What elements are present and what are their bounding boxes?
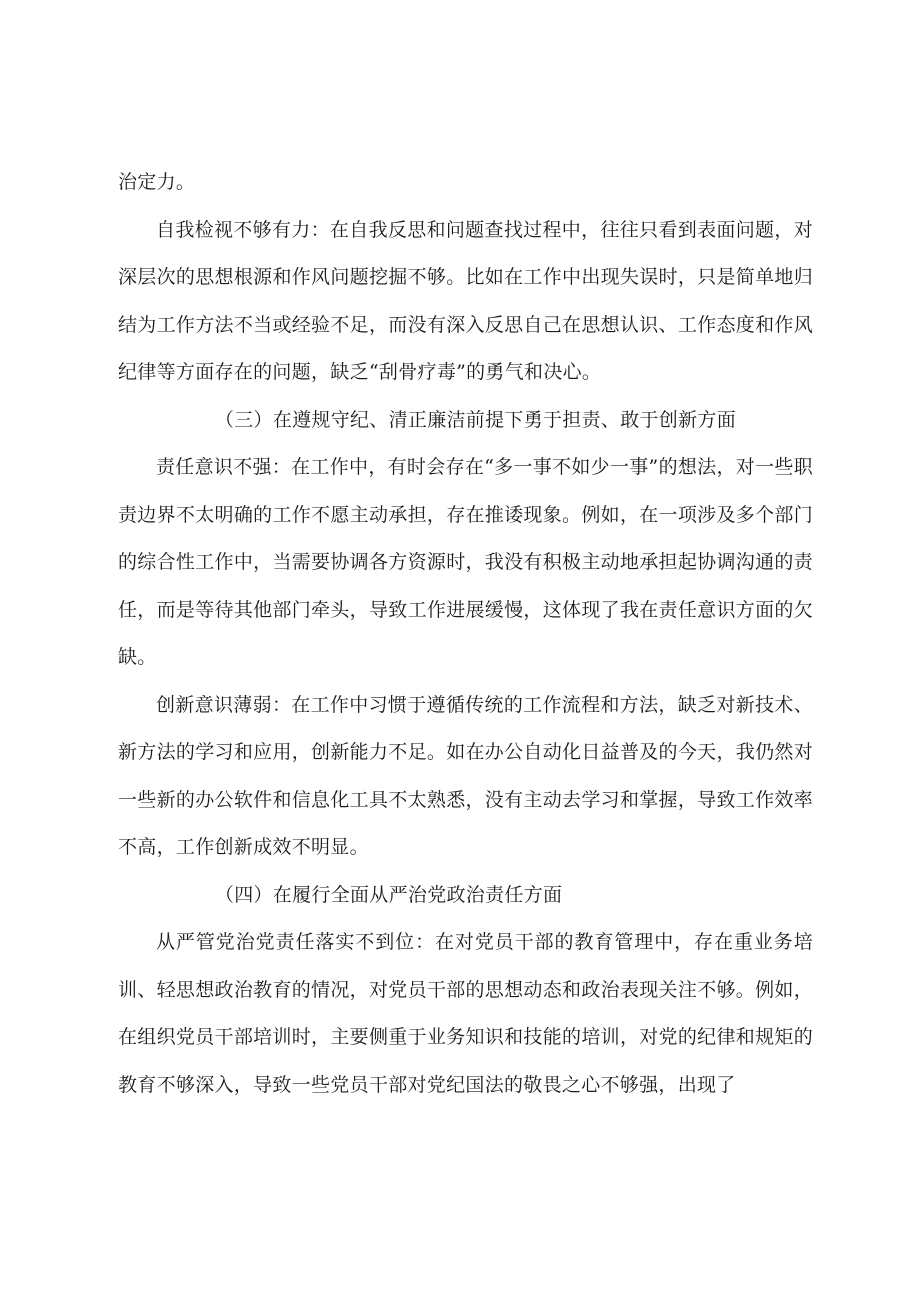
section-heading-4: （四）在履行全面从严治党政治责任方面 xyxy=(214,883,563,906)
paragraph-self-examination: 自我检视不够有力：在自我反思和问题查找过程中，往往只看到表面问题，对深层次的思想根源和作风问题挖掘不够。比如在工作中出现失误时，只是简单地归结为工作方法不当或经验不足，而没有深入反思自己在思想认识、工作态度和作风纪律等方面存在的问题，缺乏“刮骨疗毒”的勇气和决心。 xyxy=(118,218,813,383)
document-body xyxy=(118,159,813,1109)
paragraph-continuation: 治定力。 xyxy=(118,171,196,193)
paragraph-party-governance: 从严管党治党责任落实不到位：在对党员干部的教育管理中，存在重业务培训、轻思想政治教育的情况，对党员干部的思想动态和政治表现关注不够。例如，在组织党员干部培训时，主要侧重于业务知识和技能的培训，对党的纪律和规矩的教育不够深入，导致一些党员干部对党纪国法的敬畏之心不够强，出现了 xyxy=(118,931,813,1096)
paragraph-innovation: 创新意识薄弱：在工作中习惯于遵循传统的工作流程和方法，缺乏对新技术、新方法的学习和应用，创新能力不足。如在办公自动化日益普及的今天，我仍然对一些新的办公软件和信息化工具不太熟悉，没有主动去学习和掌握，导致工作效率不高，工作创新成效不明显。 xyxy=(118,693,813,858)
section-heading-3: （三）在遵规守纪、清正廉洁前提下勇于担责、敢于创新方面 xyxy=(214,408,736,431)
paragraph-responsibility: 责任意识不强：在工作中，有时会存在“多一事不如少一事”的想法，对一些职责边界不太明确的工作不愿主动承担，存在推诿现象。例如，在一项涉及多个部门的综合性工作中，当需要协调各方资源时，我没有积极主动地承担起协调沟通的责任，而是等待其他部门牵头，导致工作进展缓慢，这体现了我在责任意识方面的欠缺。 xyxy=(118,456,813,668)
